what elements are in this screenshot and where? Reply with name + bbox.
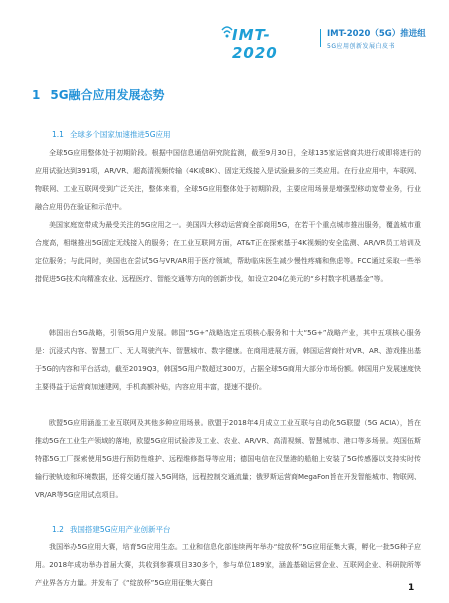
header-subtitle: 5G应用创新发展白皮书: [327, 43, 395, 50]
header-divider: [320, 29, 321, 47]
paragraph: 我国举办5G应用大赛，培育5G应用生态。工业和信息化部连续两年举办“绽放杯”5G应用征集大赛，孵化一批5G种子应用。2018年成功举办首届大赛，共收到参赛项目330多个，参与单位189家，涵盖基础运营企业、互联网企业、科研院所等产业界各方力量。并发布了《“绽放杯”5G应用征集大赛白: [35, 543, 421, 587]
subsection-title: [52, 524, 171, 535]
subsection-number: 1.1: [52, 130, 64, 139]
logo-text: IMT-2020: [232, 26, 278, 62]
subsection-title: [52, 129, 171, 140]
subsection-number: 1.2: [52, 525, 64, 534]
paragraph: 欧盟5G应用涵盖工业互联网及其他多种应用场景。欧盟于2018年4月成立工业互联与自动化5G联盟（5G ACIA），旨在推动5G在工业生产领域的落地，欧盟5G应用试验涉及工业、农业、AR/VR、高清视频、智慧城市、港口等多场景。英国伍斯特郡5G工厂探索使用5G进行预防性维护、远程维修指导等应用；德国电信在汉堡港的船舶上安装了5G传感器以支持实时传输行驶轨迹和环境数据，还将交通灯接入5G网络，远程控制交通流量；俄罗斯运营商MegaFon旨在开发智能城市、物联网、VR/AR等5G应用试点项目。: [35, 419, 421, 499]
paragraph: 全球5G应用整体处于初期阶段。根据中国信息通信研究院监测，截至9月30日，全球135家运营商共进行或即将进行的应用试验达到391项，AR/VR、超高清视频传输（4K或8K）、固定无线接入是试验最多的三类应用。在行业应用中，车联网、物联网、工业互联网受到广泛关注，整体来看，全球5G应用整体处于初期阶段，主要应用场景是增强型移动宽带业务，行业融合应用仍在验证和示范中。: [35, 149, 421, 211]
page-header: [0, 0, 449, 62]
subsection-title-text: 我国搭建5G应用产业创新平台: [69, 525, 171, 534]
section-title: [32, 86, 165, 103]
paragraph: 美国家庭宽带成为最受关注的5G应用之一。美国四大移动运营商全部商用5G，在若干个重点城市推出服务，覆盖城市重合度高，相继推出5G固定无线接入的服务；在工业互联网方面，AT&T正在探索基于4K视频的安全监测、AR/VR员工培训及定位服务；与此同时，美国也在尝试5G与VR/AR用于医疗领域，帮助临床医生减少慢性疼痛和焦虑等。FCC通过采取一些举措促进5G技术向精准农业、远程医疗、智能交通等方向的创新步伐，如设立204亿美元的“乡村数字机遇基金”等。: [35, 221, 421, 283]
header-title: IMT-2020（5G）推进组: [327, 29, 426, 39]
section-title-text: 5G融合应用发展态势: [50, 88, 165, 102]
imt2020-logo: [232, 24, 312, 62]
subsection-title-text: 全球多个国家加速推进5G应用: [69, 130, 171, 139]
section-number: 1: [32, 88, 41, 102]
page-number: 1: [408, 583, 415, 593]
paragraph: 韩国出台5G战略，引领5G用户发展。韩国“5G+”战略选定五项核心服务和十大“5G+”战略产业，其中五项核心服务是：沉浸式内容、智慧工厂、无人驾驶汽车、智慧城市、数字健康。在商用进展方面，韩国运营商针对VR、AR、游戏推出基于5G的内容和平台活动，截至2019Q3，韩国5G用户数超过300万，占据全球5G商用大部分市场份额。韩国用户发展速度快主要得益于运营商加速建网，手机高额补贴，内容应用丰富，提速不提价。: [35, 329, 421, 391]
